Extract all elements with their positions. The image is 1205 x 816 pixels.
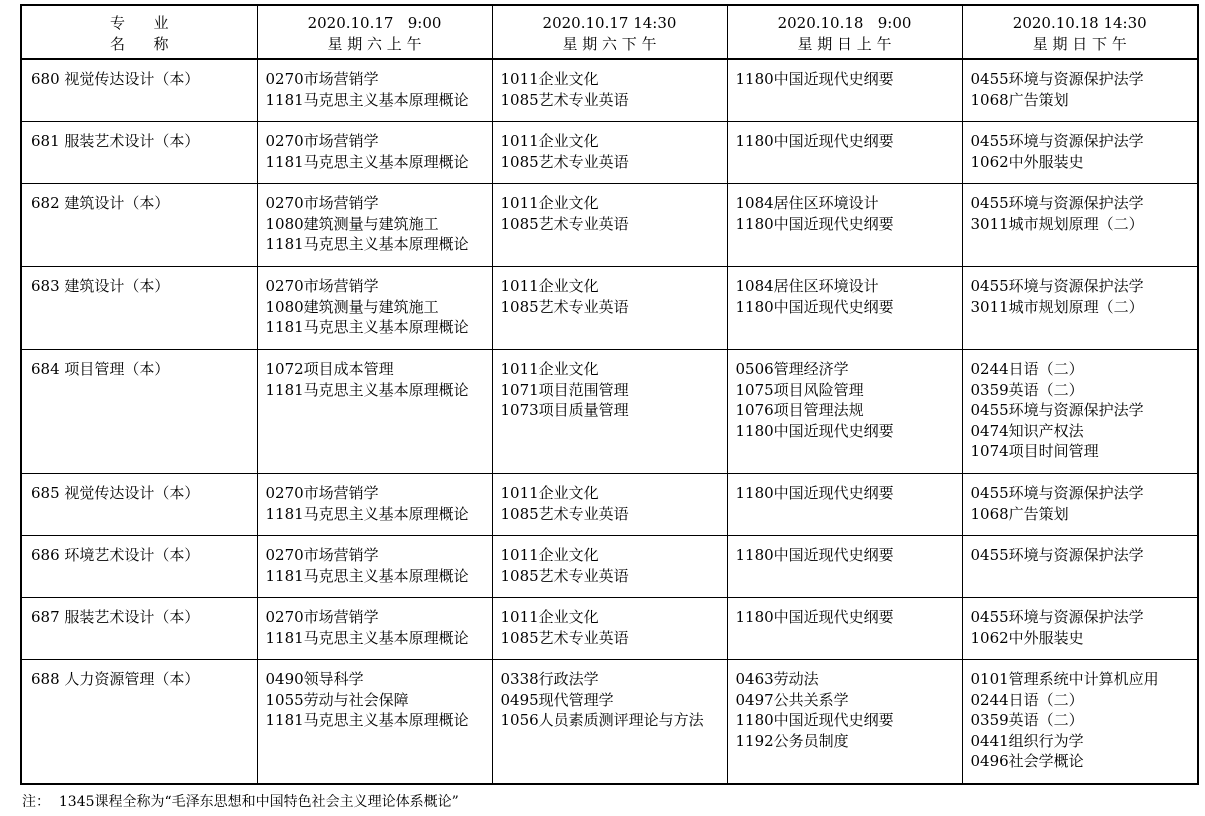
course-entry: 1180中国近现代史纲要 — [735, 132, 894, 150]
session-cell — [962, 184, 1198, 267]
course-entry: 0455环境与资源保护法学 — [970, 608, 1144, 626]
course-entry: 1181马克思主义基本原理概论 — [265, 380, 469, 399]
course-entry: 0359英语（二） — [970, 711, 1084, 729]
major-cell — [21, 474, 257, 536]
major-cell — [21, 660, 257, 785]
session-cell — [257, 267, 492, 350]
course-entry: 1074项目时间管理 — [970, 442, 1099, 460]
course-entry: 1085艺术专业英语 — [500, 566, 629, 585]
course-entry: 0244日语（二） — [970, 690, 1084, 709]
course-entry: 1181马克思主义基本原理概论 — [265, 711, 469, 729]
course-entry: 1181马克思主义基本原理概论 — [265, 318, 469, 336]
course-entry: 1011企业文化 — [500, 70, 599, 88]
course-entry: 1180中国近现代史纲要 — [735, 297, 894, 316]
session-cell — [257, 350, 492, 474]
major-cell — [21, 122, 257, 184]
session-cell — [257, 184, 492, 267]
session-cell — [727, 474, 962, 536]
course-entry: 0441组织行为学 — [970, 731, 1084, 750]
exam-schedule-table — [20, 4, 1199, 785]
footnote: 注： 1345课程全称为“毛泽东思想和中国特色社会主义理论体系概论” — [22, 794, 459, 810]
course-entry: 0455环境与资源保护法学 — [970, 546, 1144, 564]
course-entry: 0455环境与资源保护法学 — [970, 401, 1144, 419]
major-name: 682 建筑设计（本） — [31, 194, 170, 212]
session-cell — [962, 598, 1198, 660]
table-row — [21, 267, 1198, 350]
course-entry: 0455环境与资源保护法学 — [970, 277, 1144, 295]
course-entry: 1180中国近现代史纲要 — [735, 608, 894, 626]
session-cell — [492, 598, 727, 660]
session-cell — [727, 59, 962, 122]
course-entry: 1085艺术专业英语 — [500, 214, 629, 233]
course-entry: 1068广告策划 — [970, 90, 1069, 109]
table-row — [21, 59, 1198, 122]
table-row — [21, 598, 1198, 660]
header-major-line2: 名 称 — [109, 35, 169, 53]
course-entry: 1085艺术专业英语 — [500, 90, 629, 109]
session-cell — [962, 536, 1198, 598]
course-entry: 1075项目风险管理 — [735, 380, 864, 399]
header-major-line1: 专 业 — [109, 14, 169, 32]
course-entry: 1071项目范围管理 — [500, 380, 629, 399]
course-entry: 0455环境与资源保护法学 — [970, 70, 1144, 88]
major-name: 685 视觉传达设计（本） — [31, 484, 200, 502]
major-cell — [21, 536, 257, 598]
course-entry: 1181马克思主义基本原理概论 — [265, 90, 469, 109]
session-cell — [492, 267, 727, 350]
course-entry: 0455环境与资源保护法学 — [970, 194, 1144, 212]
course-entry: 1080建筑测量与建筑施工 — [265, 214, 439, 233]
course-entry: 0455环境与资源保护法学 — [970, 484, 1144, 502]
session-cell — [962, 474, 1198, 536]
session-cell — [257, 536, 492, 598]
session-cell — [257, 122, 492, 184]
course-entry: 1085艺术专业英语 — [500, 297, 629, 316]
course-entry: 0506管理经济学 — [735, 360, 849, 378]
course-entry: 1076项目管理法规 — [735, 401, 864, 419]
table-row — [21, 474, 1198, 536]
course-entry: 0270市场营销学 — [265, 132, 379, 150]
major-cell — [21, 598, 257, 660]
course-entry: 0101管理系统中计算机应用 — [970, 670, 1159, 688]
major-name: 686 环境艺术设计（本） — [31, 546, 200, 564]
session-cell — [257, 598, 492, 660]
session-cell — [257, 660, 492, 785]
course-entry: 0338行政法学 — [500, 670, 599, 688]
course-entry: 1192公务员制度 — [735, 731, 849, 750]
header-session-2 — [492, 5, 727, 59]
course-entry: 1073项目质量管理 — [500, 401, 629, 419]
course-entry: 0270市场营销学 — [265, 194, 379, 212]
table-row — [21, 184, 1198, 267]
table-row — [21, 660, 1198, 785]
course-entry: 1181马克思主义基本原理概论 — [265, 235, 469, 253]
course-entry: 0270市场营销学 — [265, 277, 379, 295]
header-session-3 — [727, 5, 962, 59]
course-entry: 1068广告策划 — [970, 504, 1069, 523]
course-entry: 1181马克思主义基本原理概论 — [265, 152, 469, 171]
course-entry: 1055劳动与社会保障 — [265, 690, 409, 709]
session-cell — [492, 536, 727, 598]
course-entry: 1181马克思主义基本原理概论 — [265, 566, 469, 585]
session-cell — [492, 660, 727, 785]
course-entry: 1011企业文化 — [500, 484, 599, 502]
session-cell — [257, 59, 492, 122]
header-session-4 — [962, 5, 1198, 59]
course-entry: 0495现代管理学 — [500, 690, 614, 709]
session-cell — [727, 350, 962, 474]
course-entry: 0474知识产权法 — [970, 421, 1084, 440]
course-entry: 1181马克思主义基本原理概论 — [265, 628, 469, 647]
major-name: 688 人力资源管理（本） — [31, 670, 200, 688]
course-entry: 1085艺术专业英语 — [500, 628, 629, 647]
major-cell — [21, 350, 257, 474]
major-name: 681 服装艺术设计（本） — [31, 132, 200, 150]
header-session-date: 2020.10.18 9:00 — [777, 14, 912, 32]
course-entry: 1062中外服装史 — [970, 152, 1084, 171]
major-name: 684 项目管理（本） — [31, 360, 170, 378]
table-header — [21, 5, 1198, 59]
header-session-day: 星 期 日 下 午 — [1032, 35, 1127, 53]
session-cell — [492, 184, 727, 267]
session-cell — [962, 350, 1198, 474]
course-entry: 1011企业文化 — [500, 132, 599, 150]
course-entry: 1180中国近现代史纲要 — [735, 70, 894, 88]
session-cell — [962, 267, 1198, 350]
course-entry: 0270市场营销学 — [265, 70, 379, 88]
header-session-day: 星 期 六 下 午 — [562, 35, 657, 53]
course-entry: 0490领导科学 — [265, 670, 364, 688]
course-entry: 1180中国近现代史纲要 — [735, 421, 894, 440]
header-session-1 — [257, 5, 492, 59]
course-entry: 1080建筑测量与建筑施工 — [265, 297, 439, 316]
session-cell — [727, 660, 962, 785]
course-entry: 1011企业文化 — [500, 608, 599, 626]
major-cell — [21, 59, 257, 122]
course-entry: 1085艺术专业英语 — [500, 504, 629, 523]
course-entry: 1084居住区环境设计 — [735, 277, 879, 295]
major-name: 683 建筑设计（本） — [31, 277, 170, 295]
course-entry: 0463劳动法 — [735, 670, 819, 688]
session-cell — [727, 536, 962, 598]
course-entry: 1084居住区环境设计 — [735, 194, 879, 212]
session-cell — [727, 267, 962, 350]
session-cell — [962, 660, 1198, 785]
session-cell — [492, 59, 727, 122]
session-cell — [962, 122, 1198, 184]
course-entry: 0496社会学概论 — [970, 752, 1084, 770]
course-entry: 0270市场营销学 — [265, 546, 379, 564]
course-entry: 1180中国近现代史纲要 — [735, 711, 894, 729]
course-entry: 1072项目成本管理 — [265, 360, 394, 378]
header-session-date: 2020.10.17 14:30 — [542, 14, 677, 32]
course-entry: 0244日语（二） — [970, 360, 1084, 378]
header-row — [21, 5, 1198, 59]
session-cell — [962, 59, 1198, 122]
course-entry: 0455环境与资源保护法学 — [970, 132, 1144, 150]
header-major — [21, 5, 257, 59]
major-name: 680 视觉传达设计（本） — [31, 70, 200, 88]
table-row — [21, 350, 1198, 474]
course-entry: 1011企业文化 — [500, 194, 599, 212]
course-entry: 3011城市规划原理（二） — [970, 214, 1144, 233]
course-entry: 1180中国近现代史纲要 — [735, 484, 894, 502]
course-entry: 3011城市规划原理（二） — [970, 297, 1144, 316]
session-cell — [727, 122, 962, 184]
course-entry: 1011企业文化 — [500, 277, 599, 295]
course-entry: 0497公共关系学 — [735, 690, 849, 709]
major-cell — [21, 267, 257, 350]
course-entry: 1011企业文化 — [500, 360, 599, 378]
header-session-day: 星 期 六 上 午 — [327, 35, 422, 53]
session-cell — [257, 474, 492, 536]
table-row — [21, 122, 1198, 184]
course-entry: 1056人员素质测评理论与方法 — [500, 711, 704, 729]
course-entry: 1180中国近现代史纲要 — [735, 546, 894, 564]
session-cell — [492, 474, 727, 536]
course-entry: 1180中国近现代史纲要 — [735, 214, 894, 233]
major-cell — [21, 184, 257, 267]
header-session-day: 星 期 日 上 午 — [797, 35, 892, 53]
table-row — [21, 536, 1198, 598]
header-session-date: 2020.10.17 9:00 — [307, 14, 442, 32]
course-entry: 1062中外服装史 — [970, 628, 1084, 647]
session-cell — [492, 350, 727, 474]
course-entry: 1181马克思主义基本原理概论 — [265, 504, 469, 523]
session-cell — [727, 598, 962, 660]
session-cell — [727, 184, 962, 267]
header-session-date: 2020.10.18 14:30 — [1012, 14, 1147, 32]
course-entry: 0270市场营销学 — [265, 484, 379, 502]
course-entry: 1085艺术专业英语 — [500, 152, 629, 171]
major-name: 687 服装艺术设计（本） — [31, 608, 200, 626]
session-cell — [492, 122, 727, 184]
course-entry: 0270市场营销学 — [265, 608, 379, 626]
table-body — [21, 59, 1198, 784]
course-entry: 0359英语（二） — [970, 380, 1084, 399]
course-entry: 1011企业文化 — [500, 546, 599, 564]
